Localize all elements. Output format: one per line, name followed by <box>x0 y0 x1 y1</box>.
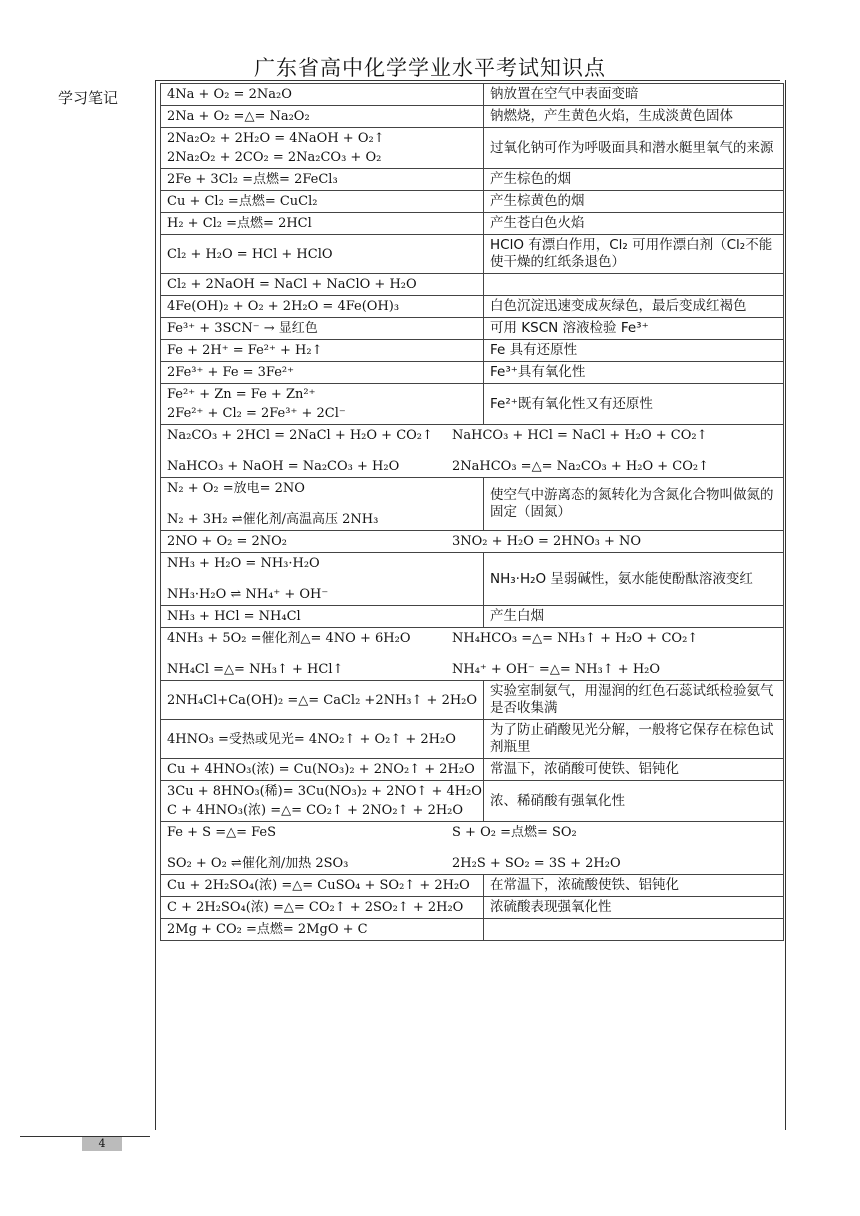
equation-cell <box>161 169 484 191</box>
equation-cell <box>161 84 484 106</box>
side-label: 学习笔记 <box>58 89 119 107</box>
equation-pair <box>167 533 777 550</box>
equation: C + 2H₂SO₄(浓) =△= CO₂↑ + 2SO₂↑ + 2H₂O <box>167 900 464 915</box>
table-row <box>161 384 784 425</box>
description-cell: HClO 有漂白作用，Cl₂ 可用作漂白剂（Cl₂不能使干燥的红纸条退色） <box>484 235 784 274</box>
equation: 2H₂S + SO₂ = 3S + 2H₂O <box>452 856 621 871</box>
description-cell: 过氧化钠可作为呼吸面具和潜水艇里氧气的来源 <box>484 128 784 169</box>
equation: N₂ + 3H₂ ⇌催化剂/高温高压 2NH₃ <box>167 512 379 527</box>
equation-pair <box>167 855 777 872</box>
description-cell: 浓硫酸表现强氧化性 <box>484 897 784 919</box>
page-title: 广东省高中化学学业水平考试知识点 <box>254 56 606 80</box>
description-cell: 常温下，浓硝酸可使铁、铝钝化 <box>484 759 784 781</box>
equation: 4HNO₃ =受热或见光= 4NO₂↑ + O₂↑ + 2H₂O <box>167 731 456 747</box>
equation: Fe + S =△= FeS <box>167 825 277 840</box>
equation-cell <box>161 781 484 822</box>
table-row <box>161 919 784 941</box>
equation-cell <box>161 318 484 340</box>
description-cell: NH₃·H₂O 呈弱碱性，氨水能使酚酞溶液变红 <box>484 553 784 606</box>
equation-cell-wide <box>161 531 784 553</box>
equation: 2Fe²⁺ + Cl₂ = 2Fe³⁺ + 2Cl⁻ <box>167 406 346 421</box>
equation-cell <box>161 362 484 384</box>
table-row <box>161 318 784 340</box>
description-cell: 实验室制氨气，用湿润的红色石蕊试纸检验氨气是否收集满 <box>484 681 784 720</box>
table-row <box>161 191 784 213</box>
description-cell: 钠燃烧，产生黄色火焰，生成淡黄色固体 <box>484 106 784 128</box>
description-cell: Fe²⁺既有氧化性又有还原性 <box>484 384 784 425</box>
equation: Cl₂ + H₂O = HCl + HClO <box>167 246 333 262</box>
table-row <box>161 235 784 274</box>
table-row <box>161 106 784 128</box>
equation-cell-wide <box>161 425 784 478</box>
description-cell: 钠放置在空气中表面变暗 <box>484 84 784 106</box>
table-row <box>161 213 784 235</box>
table-row <box>161 274 784 296</box>
equation-cell <box>161 106 484 128</box>
equation-cell <box>161 897 484 919</box>
equation: S + O₂ =点燃= SO₂ <box>452 825 577 840</box>
equation: 2Na + O₂ =△= Na₂O₂ <box>167 109 310 124</box>
table-row <box>161 478 784 531</box>
table-row <box>161 169 784 191</box>
table-row <box>161 897 784 919</box>
table-row <box>161 340 784 362</box>
equation-pair <box>167 630 777 647</box>
equation-cell <box>161 213 484 235</box>
equation: 3NO₂ + H₂O = 2HNO₃ + NO <box>452 534 642 549</box>
table-row <box>161 781 784 822</box>
equation: 2Mg + CO₂ =点燃= 2MgO + C <box>167 922 368 937</box>
table-row <box>161 875 784 897</box>
equation: Na₂CO₃ + 2HCl = 2NaCl + H₂O + CO₂↑ <box>167 428 433 443</box>
page-number: 4 <box>82 1137 122 1151</box>
equation-cell-wide <box>161 822 784 875</box>
equation: 4NH₃ + 5O₂ =催化剂△= 4NO + 6H₂O <box>167 631 411 646</box>
description-cell: Fe 具有还原性 <box>484 340 784 362</box>
equation-cell <box>161 478 484 531</box>
table-row-wide <box>161 531 784 553</box>
equation: Cl₂ + 2NaOH = NaCl + NaClO + H₂O <box>167 277 417 292</box>
equation-cell <box>161 340 484 362</box>
equation-cell <box>161 720 484 759</box>
equation-cell <box>161 553 484 606</box>
equation-cell-wide <box>161 628 784 681</box>
table-row <box>161 362 784 384</box>
description-cell: 在常温下，浓硫酸使铁、铝钝化 <box>484 875 784 897</box>
table-row <box>161 128 784 169</box>
equation: N₂ + O₂ =放电= 2NO <box>167 481 305 496</box>
description-cell: 使空气中游离态的氮转化为含氮化合物叫做氮的固定（固氮） <box>484 478 784 531</box>
equation-cell <box>161 919 484 941</box>
equation: Cu + 4HNO₃(浓) = Cu(NO₃)₂ + 2NO₂↑ + 2H₂O <box>167 762 475 777</box>
equation: Fe²⁺ + Zn = Fe + Zn²⁺ <box>167 387 316 402</box>
equation: H₂ + Cl₂ =点燃= 2HCl <box>167 216 312 231</box>
description-cell: 产生白烟 <box>484 606 784 628</box>
equation: 2NO + O₂ = 2NO₂ <box>167 534 288 549</box>
equation: NH₄⁺ + OH⁻ =△= NH₃↑ + H₂O <box>452 662 661 677</box>
equation-cell <box>161 681 484 720</box>
table-row-wide <box>161 425 784 478</box>
description-cell: 产生棕黄色的烟 <box>484 191 784 213</box>
equation: Fe³⁺ + 3SCN⁻ → 显红色 <box>167 321 318 336</box>
description-cell: 可用 KSCN 溶液检验 Fe³⁺ <box>484 318 784 340</box>
equation: NH₃ + H₂O = NH₃·H₂O <box>167 556 320 571</box>
equation-cell <box>161 128 484 169</box>
table-row <box>161 720 784 759</box>
table-row <box>161 553 784 606</box>
table-row <box>161 681 784 720</box>
table-row <box>161 759 784 781</box>
equation-cell <box>161 274 484 296</box>
table-row <box>161 296 784 318</box>
equation: NaHCO₃ + NaOH = Na₂CO₃ + H₂O <box>167 459 400 474</box>
equation: NH₄Cl =△= NH₃↑ + HCl↑ <box>167 662 344 677</box>
equation-pair <box>167 824 777 841</box>
equation: 2Na₂O₂ + 2H₂O = 4NaOH + O₂↑ <box>167 131 385 146</box>
equation-cell <box>161 191 484 213</box>
equation: SO₂ + O₂ ⇌催化剂/加热 2SO₃ <box>167 856 349 871</box>
equation-pair <box>167 458 777 475</box>
equation: Cu + 2H₂SO₄(浓) =△= CuSO₄ + SO₂↑ + 2H₂O <box>167 878 470 893</box>
equation: 4Fe(OH)₂ + O₂ + 2H₂O = 4Fe(OH)₃ <box>167 299 400 314</box>
equation: C + 4HNO₃(浓) =△= CO₂↑ + 2NO₂↑ + 2H₂O <box>167 803 464 818</box>
table-row-wide <box>161 822 784 875</box>
equation: 2NH₄Cl+Ca(OH)₂ =△= CaCl₂ +2NH₃↑ + 2H₂O <box>167 692 478 708</box>
equation-pair <box>167 427 777 444</box>
header-rule <box>155 80 780 81</box>
equation: NH₄HCO₃ =△= NH₃↑ + H₂O + CO₂↑ <box>452 631 699 646</box>
equation: 2NaHCO₃ =△= Na₂CO₃ + H₂O + CO₂↑ <box>452 459 709 474</box>
description-cell: 浓、稀硝酸有强氧化性 <box>484 781 784 822</box>
description-cell <box>484 274 784 296</box>
table-row <box>161 606 784 628</box>
equation-pair <box>167 661 777 678</box>
description-cell: Fe³⁺具有氧化性 <box>484 362 784 384</box>
description-cell: 白色沉淀迅速变成灰绿色，最后变成红褐色 <box>484 296 784 318</box>
equation-cell <box>161 875 484 897</box>
equation: NH₃·H₂O ⇌ NH₄⁺ + OH⁻ <box>167 587 329 602</box>
equation-cell <box>161 759 484 781</box>
equation: 2Fe³⁺ + Fe = 3Fe²⁺ <box>167 365 295 380</box>
equation: 2Na₂O₂ + 2CO₂ = 2Na₂CO₃ + O₂ <box>167 150 382 165</box>
margin-border-right <box>785 80 786 1130</box>
equation: Fe + 2H⁺ = Fe²⁺ + H₂↑ <box>167 343 323 358</box>
knowledge-table <box>160 83 784 941</box>
description-cell <box>484 919 784 941</box>
margin-border-left <box>155 80 156 1130</box>
description-cell: 为了防止硝酸见光分解，一般将它保存在棕色试剂瓶里 <box>484 720 784 759</box>
description-cell: 产生棕色的烟 <box>484 169 784 191</box>
equation: NH₃ + HCl = NH₄Cl <box>167 609 301 624</box>
equation-cell <box>161 235 484 274</box>
equation: NaHCO₃ + HCl = NaCl + H₂O + CO₂↑ <box>452 428 708 443</box>
equation: 3Cu + 8HNO₃(稀)= 3Cu(NO₃)₂ + 2NO↑ + 4H₂O <box>167 784 482 799</box>
equation-cell <box>161 606 484 628</box>
equation: 4Na + O₂ = 2Na₂O <box>167 87 292 102</box>
equation: Cu + Cl₂ =点燃= CuCl₂ <box>167 194 318 209</box>
equation: 2Fe + 3Cl₂ =点燃= 2FeCl₃ <box>167 172 338 187</box>
description-cell: 产生苍白色火焰 <box>484 213 784 235</box>
equation-cell <box>161 296 484 318</box>
table-row <box>161 84 784 106</box>
table-row-wide <box>161 628 784 681</box>
equation-cell <box>161 384 484 425</box>
